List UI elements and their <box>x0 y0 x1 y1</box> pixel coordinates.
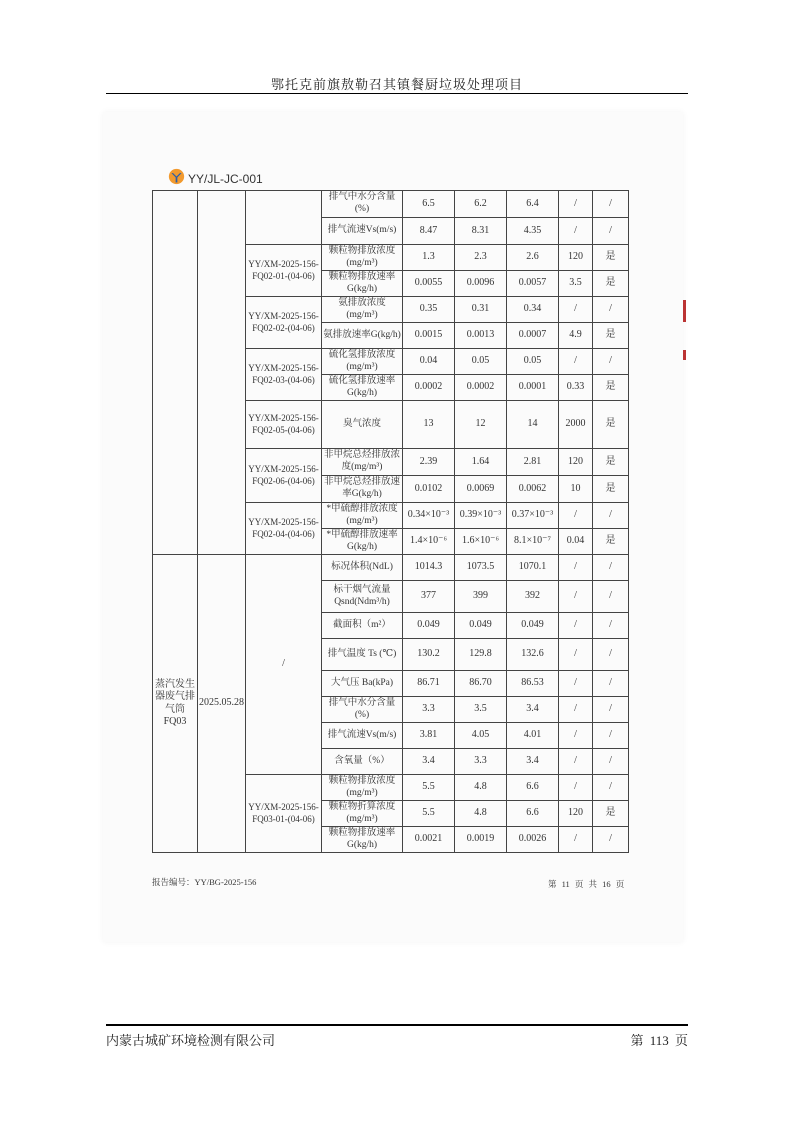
value-cell: 0.049 <box>455 613 507 639</box>
limit-cell: / <box>559 827 593 853</box>
value-cell: 86.70 <box>455 671 507 697</box>
value-cell: 14 <box>507 401 559 449</box>
limit-cell: 120 <box>559 449 593 476</box>
value-cell: 8.31 <box>455 218 507 245</box>
value-cell: 0.0019 <box>455 827 507 853</box>
compliance-cell: / <box>593 697 629 723</box>
value-cell: 6.2 <box>455 191 507 218</box>
param-cell: 非甲烷总烃排放速率G(kg/h) <box>322 476 403 503</box>
value-cell: 399 <box>455 581 507 613</box>
value-cell: 8.1×10⁻⁷ <box>507 529 559 555</box>
value-cell: 132.6 <box>507 639 559 671</box>
value-cell: 0.0002 <box>403 375 455 401</box>
param-cell: 排气中水分含量(%) <box>322 697 403 723</box>
sample-id-cell: YY/XM-2025-156-FQ03-01-(04-06) <box>246 775 322 853</box>
param-cell: 排气流速Vs(m/s) <box>322 723 403 749</box>
value-cell: 2.39 <box>403 449 455 476</box>
compliance-cell: / <box>593 581 629 613</box>
value-cell: 0.31 <box>455 297 507 323</box>
limit-cell: / <box>559 555 593 581</box>
value-cell: 3.4 <box>507 749 559 775</box>
limit-cell: 2000 <box>559 401 593 449</box>
limit-cell: / <box>559 297 593 323</box>
emission-source-cell: 蒸汽发生器废气排气筒FQ03 <box>153 555 198 853</box>
param-cell: 排气流速Vs(m/s) <box>322 218 403 245</box>
value-cell: 3.3 <box>455 749 507 775</box>
inner-page-count: 第 11 页 共 16 页 <box>548 879 625 889</box>
value-cell: 0.0026 <box>507 827 559 853</box>
value-cell: 6.5 <box>403 191 455 218</box>
compliance-cell: 是 <box>593 801 629 827</box>
sample-id-cell: YY/XM-2025-156-FQ02-05-(04-06) <box>246 401 322 449</box>
value-cell: 129.8 <box>455 639 507 671</box>
param-cell: 排气中水分含量(%) <box>322 191 403 218</box>
sampling-date-cell: 2025.05.28 <box>198 555 246 853</box>
value-cell: 3.5 <box>455 697 507 723</box>
value-cell: 0.0057 <box>507 271 559 297</box>
param-cell: 标干烟气流量Qsnd(Ndm³/h) <box>322 581 403 613</box>
compliance-cell: / <box>593 555 629 581</box>
value-cell: 0.0102 <box>403 476 455 503</box>
limit-cell: 10 <box>559 476 593 503</box>
value-cell: 130.2 <box>403 639 455 671</box>
param-cell: 非甲烷总烃排放浓度(mg/m³) <box>322 449 403 476</box>
source-cell <box>153 191 198 555</box>
compliance-cell: / <box>593 349 629 375</box>
param-cell: 颗粒物排放速率G(kg/h) <box>322 271 403 297</box>
limit-cell: / <box>559 671 593 697</box>
compliance-cell: / <box>593 671 629 697</box>
limit-cell: / <box>559 503 593 529</box>
sample-id-cell <box>246 191 322 245</box>
limit-cell: / <box>559 775 593 801</box>
value-cell: 0.05 <box>455 349 507 375</box>
limit-cell: / <box>559 723 593 749</box>
param-cell: 硫化氢排放浓度(mg/m³) <box>322 349 403 375</box>
value-cell: 1.6×10⁻⁶ <box>455 529 507 555</box>
value-cell: 3.4 <box>403 749 455 775</box>
value-cell: 0.34×10⁻³ <box>403 503 455 529</box>
param-cell: 含氧量（%） <box>322 749 403 775</box>
compliance-cell: 是 <box>593 271 629 297</box>
limit-cell: / <box>559 697 593 723</box>
value-cell: 1014.3 <box>403 555 455 581</box>
sample-id-cell: YY/XM-2025-156-FQ02-06-(04-06) <box>246 449 322 503</box>
monitoring-data-table <box>152 190 629 853</box>
value-cell: 2.81 <box>507 449 559 476</box>
compliance-cell: / <box>593 297 629 323</box>
limit-cell: 0.33 <box>559 375 593 401</box>
compliance-cell: / <box>593 639 629 671</box>
value-cell: 86.53 <box>507 671 559 697</box>
value-cell: 4.8 <box>455 775 507 801</box>
sample-id-cell: YY/XM-2025-156-FQ02-01-(04-06) <box>246 245 322 297</box>
value-cell: 3.4 <box>507 697 559 723</box>
value-cell: 5.5 <box>403 801 455 827</box>
date-cell <box>198 191 246 555</box>
value-cell: 0.0002 <box>455 375 507 401</box>
sample-id-cell: YY/XM-2025-156-FQ02-02-(04-06) <box>246 297 322 349</box>
param-cell: *甲硫醇排放浓度(mg/m³) <box>322 503 403 529</box>
footer-page-number: 第 113 页 <box>630 1033 688 1048</box>
limit-cell: / <box>559 191 593 218</box>
compliance-cell: 是 <box>593 401 629 449</box>
compliance-cell: / <box>593 613 629 639</box>
limit-cell: / <box>559 749 593 775</box>
company-logo-icon <box>168 168 185 185</box>
value-cell: 1.4×10⁻⁶ <box>403 529 455 555</box>
compliance-cell: / <box>593 218 629 245</box>
compliance-cell: / <box>593 723 629 749</box>
compliance-cell: / <box>593 775 629 801</box>
value-cell: 0.0015 <box>403 323 455 349</box>
limit-cell: / <box>559 218 593 245</box>
value-cell: 2.6 <box>507 245 559 271</box>
limit-cell: 0.04 <box>559 529 593 555</box>
limit-cell: / <box>559 349 593 375</box>
sample-id-cell: YY/XM-2025-156-FQ02-03-(04-06) <box>246 349 322 401</box>
param-cell: *甲硫醇排放速率G(kg/h) <box>322 529 403 555</box>
param-cell: 颗粒物排放浓度(mg/m³) <box>322 245 403 271</box>
value-cell: 1.64 <box>455 449 507 476</box>
value-cell: 0.05 <box>507 349 559 375</box>
compliance-cell: 是 <box>593 529 629 555</box>
table-row <box>153 555 629 581</box>
value-cell: 13 <box>403 401 455 449</box>
compliance-cell: / <box>593 191 629 218</box>
param-cell: 臭气浓度 <box>322 401 403 449</box>
param-cell: 氨排放浓度(mg/m³) <box>322 297 403 323</box>
table-row <box>153 191 629 218</box>
value-cell: 0.049 <box>403 613 455 639</box>
value-cell: 6.6 <box>507 801 559 827</box>
value-cell: 4.05 <box>455 723 507 749</box>
value-cell: 377 <box>403 581 455 613</box>
compliance-cell: / <box>593 827 629 853</box>
param-cell: 硫化氢排放速率G(kg/h) <box>322 375 403 401</box>
value-cell: 0.0013 <box>455 323 507 349</box>
edge-mark <box>683 300 686 322</box>
value-cell: 12 <box>455 401 507 449</box>
value-cell: 4.35 <box>507 218 559 245</box>
value-cell: 6.6 <box>507 775 559 801</box>
param-cell: 大气压 Ba(kPa) <box>322 671 403 697</box>
value-cell: 5.5 <box>403 775 455 801</box>
param-cell: 排气温度 Ts (℃) <box>322 639 403 671</box>
value-cell: 0.0007 <box>507 323 559 349</box>
value-cell: 3.81 <box>403 723 455 749</box>
value-cell: 0.39×10⁻³ <box>455 503 507 529</box>
value-cell: 4.8 <box>455 801 507 827</box>
value-cell: 8.47 <box>403 218 455 245</box>
limit-cell: / <box>559 613 593 639</box>
compliance-cell: 是 <box>593 476 629 503</box>
limit-cell: / <box>559 581 593 613</box>
edge-mark <box>683 350 686 360</box>
footer-company: 内蒙古城矿环境检测有限公司 <box>106 1033 276 1048</box>
value-cell: 0.34 <box>507 297 559 323</box>
compliance-cell: 是 <box>593 245 629 271</box>
value-cell: 0.0062 <box>507 476 559 503</box>
value-cell: 1073.5 <box>455 555 507 581</box>
compliance-cell: 是 <box>593 375 629 401</box>
param-cell: 颗粒物排放速率G(kg/h) <box>322 827 403 853</box>
limit-cell: 3.5 <box>559 271 593 297</box>
compliance-cell: 是 <box>593 323 629 349</box>
value-cell: 2.3 <box>455 245 507 271</box>
doc-code: YY/JL-JC-001 <box>188 172 263 186</box>
header-rule <box>106 93 688 94</box>
param-cell: 氨排放速率G(kg/h) <box>322 323 403 349</box>
value-cell: 0.0096 <box>455 271 507 297</box>
value-cell: 0.0021 <box>403 827 455 853</box>
limit-cell: 120 <box>559 245 593 271</box>
param-cell: 标况体积(NdL) <box>322 555 403 581</box>
param-cell: 截面积（m²） <box>322 613 403 639</box>
value-cell: 3.3 <box>403 697 455 723</box>
value-cell: 0.0001 <box>507 375 559 401</box>
value-cell: 392 <box>507 581 559 613</box>
compliance-cell: 是 <box>593 449 629 476</box>
param-cell: 颗粒物排放浓度(mg/m³) <box>322 775 403 801</box>
value-cell: 0.049 <box>507 613 559 639</box>
footer-rule <box>106 1024 688 1026</box>
limit-cell: 4.9 <box>559 323 593 349</box>
sample-id-cell: YY/XM-2025-156-FQ02-04-(04-06) <box>246 503 322 555</box>
param-cell: 颗粒物折算浓度(mg/m³) <box>322 801 403 827</box>
value-cell: 86.71 <box>403 671 455 697</box>
value-cell: 4.01 <box>507 723 559 749</box>
sample-id-cell: / <box>246 555 322 775</box>
value-cell: 0.0069 <box>455 476 507 503</box>
report-number: 报告编号：YY/BG-2025-156 <box>152 877 257 887</box>
value-cell: 1.3 <box>403 245 455 271</box>
limit-cell: / <box>559 639 593 671</box>
compliance-cell: / <box>593 503 629 529</box>
value-cell: 0.35 <box>403 297 455 323</box>
value-cell: 6.4 <box>507 191 559 218</box>
compliance-cell: / <box>593 749 629 775</box>
value-cell: 0.37×10⁻³ <box>507 503 559 529</box>
limit-cell: 120 <box>559 801 593 827</box>
value-cell: 0.0055 <box>403 271 455 297</box>
value-cell: 0.04 <box>403 349 455 375</box>
value-cell: 1070.1 <box>507 555 559 581</box>
page-header: 鄂托克前旗敖勒召其镇餐厨垃圾处理项目 <box>270 77 523 92</box>
